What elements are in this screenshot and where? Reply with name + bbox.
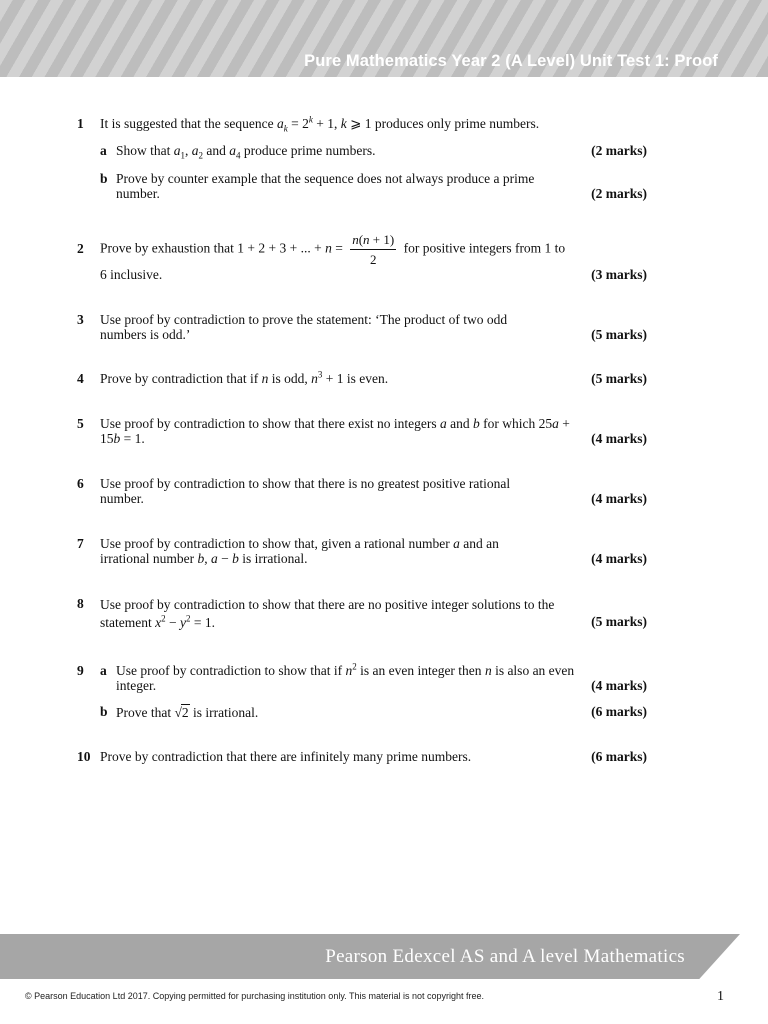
question-number: 8: [77, 596, 84, 611]
marks: (6 marks): [591, 749, 647, 764]
question-text: Prove by exhaustion that 1 + 2 + 3 + ... + n = $\frac{n(n + 1)}{2}$ for positive integers from 1 to 6 inclusive.: [100, 232, 566, 282]
marks: (6 marks): [591, 704, 647, 719]
marks: (5 marks): [591, 327, 647, 342]
marks: (4 marks): [591, 551, 647, 566]
question-text: Use proof by contradiction to show that, given a rational number a and an irrational number b, a − b is irrational.: [100, 536, 499, 566]
part-label: a: [100, 663, 107, 678]
part-text: Prove that √2 is irrational.: [116, 705, 259, 720]
question-number: 10: [77, 749, 91, 764]
part-text: Prove by counter example that the sequence does not always produce a prime number.: [116, 171, 535, 201]
part-label: b: [100, 704, 108, 719]
question-text: Prove by contradiction that if n is odd, $n^3 + 1$ is even.: [100, 369, 389, 386]
page-number: 1: [717, 989, 724, 1004]
question-number: 5: [77, 416, 84, 431]
question-number: 7: [77, 536, 84, 551]
question-number: 3: [77, 312, 84, 327]
question-text: Use proof by contradiction to show that there are no positive integer solutions to the statement $x^2 - y^2 = 1$.: [100, 597, 555, 630]
question-text: Use proof by contradiction to prove the statement: ‘The product of two odd numbers is odd.’: [100, 312, 508, 342]
copyright-notice: © Pearson Education Ltd 2017. Copying permitted for purchasing institution only. This material is not copyright free.: [25, 991, 485, 1001]
page-title: Pure Mathematics Year 2 (A Level) Unit Test 1: Proof: [304, 52, 718, 70]
marks: (3 marks): [591, 267, 647, 282]
question-text: Use proof by contradiction to show that there is no greatest positive rational number.: [100, 476, 511, 506]
part-text: Show that $a_1$, $a_2$ and $a_4$ produce prime numbers.: [116, 143, 376, 161]
marks: (2 marks): [591, 143, 647, 158]
marks: (5 marks): [591, 371, 647, 386]
question-text: Prove by contradiction that there are infinitely many prime numbers.: [100, 749, 472, 764]
part-text: Use proof by contradiction to show that if $n^2$ is an even integer then n is also an even integer.: [116, 661, 575, 693]
question-number: 9: [77, 663, 84, 678]
question-number: 4: [77, 371, 84, 386]
question-number: 6: [77, 476, 84, 491]
question-number: 1: [77, 116, 84, 131]
question-number: 2: [77, 241, 84, 256]
question-text: Use proof by contradiction to show that there exist no integers a and b for which 25a + 15b = 1.: [100, 416, 570, 446]
marks: (4 marks): [591, 431, 647, 446]
question-text: It is suggested that the sequence $a_k = 2^k + 1$, k ⩾ 1 produces only prime numbers.: [100, 114, 540, 134]
fraction: $\frac{n(n + 1)}{2}$: [352, 232, 395, 267]
part-label: b: [100, 171, 108, 186]
part-label: a: [100, 143, 107, 158]
marks: (2 marks): [591, 186, 647, 201]
marks: (4 marks): [591, 678, 647, 693]
marks: (4 marks): [591, 491, 647, 506]
footer-title: Pearson Edexcel AS and A level Mathematics: [325, 946, 685, 967]
marks: (5 marks): [591, 614, 647, 629]
